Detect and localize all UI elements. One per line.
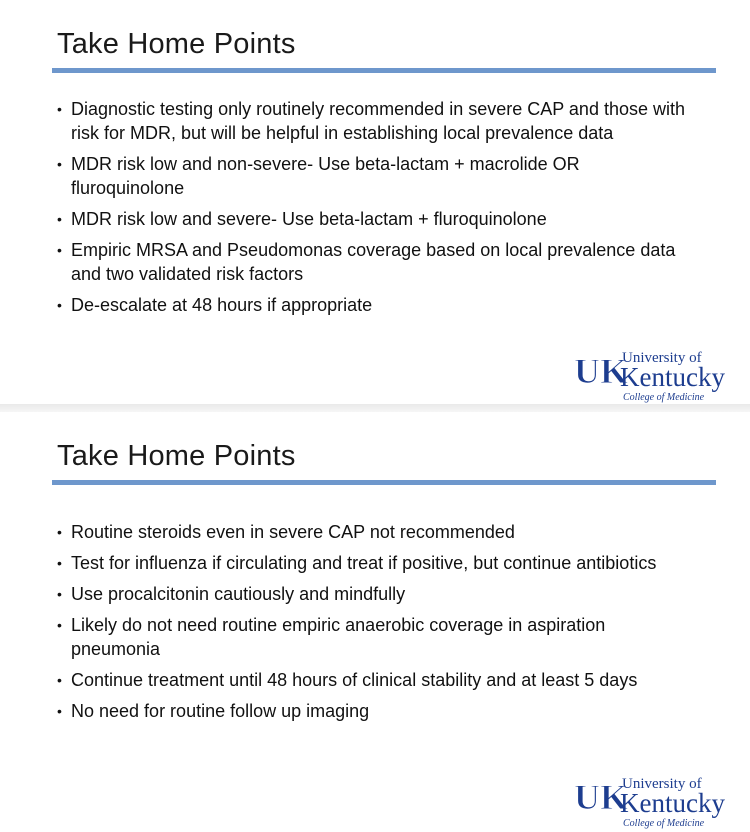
logo-kentucky: Kentucky — [620, 788, 725, 818]
bullet-point — [57, 293, 697, 317]
bullet-point — [57, 582, 697, 606]
bullet-text: Test for influenza if circulating and treat if positive, but continue antibiotics — [71, 553, 657, 573]
bullet-list — [57, 97, 697, 324]
bullet-icon: • — [57, 617, 62, 633]
bullet-icon: • — [57, 242, 62, 258]
bullet-text: Likely do not need routine empiric anaerobic coverage in aspiration pneumonia — [71, 615, 606, 659]
bullet-text: Routine steroids even in severe CAP not recommended — [71, 522, 515, 542]
uk-logo-icon — [574, 777, 628, 817]
bullet-text: No need for routine follow up imaging — [71, 701, 370, 721]
bullet-text: MDR risk low and non-severe- Use beta-lactam + macrolide OR fluroquinolone — [71, 154, 580, 198]
bullet-point — [57, 699, 697, 723]
logo-kentucky: Kentucky — [620, 362, 725, 392]
uk-logo-icon — [574, 351, 628, 391]
university-logo — [574, 776, 744, 832]
bullet-icon: • — [57, 211, 62, 227]
bullet-icon: • — [57, 703, 62, 719]
bullet-point — [57, 238, 697, 286]
bullet-point — [57, 520, 697, 544]
bullet-text: Empiric MRSA and Pseudomonas coverage based on local prevalence data and two validated risk factors — [71, 240, 676, 284]
slide-title: Take Home Points — [57, 28, 296, 60]
slide-1 — [0, 0, 750, 404]
bullet-list — [57, 520, 697, 730]
title-underline — [52, 480, 716, 485]
bullet-icon: • — [57, 156, 62, 172]
logo-university-of: University of — [622, 350, 702, 366]
svg-text:UK: UK — [574, 351, 628, 391]
slide-separator — [0, 404, 750, 412]
bullet-text: Diagnostic testing only routinely recommended in severe CAP and those with risk for MDR, but will be helpful in establishing local prevalence data — [71, 99, 685, 143]
bullet-point — [57, 668, 697, 692]
bullet-point — [57, 207, 697, 231]
bullet-icon: • — [57, 524, 62, 540]
bullet-icon: • — [57, 297, 62, 313]
university-logo — [574, 350, 744, 406]
bullet-point — [57, 613, 697, 661]
logo-university-of: University of — [622, 776, 702, 792]
title-underline — [52, 68, 716, 73]
slide-title: Take Home Points — [57, 440, 296, 472]
bullet-text: MDR risk low and severe- Use beta-lactam + fluroquinolone — [71, 209, 547, 229]
bullet-icon: • — [57, 586, 62, 602]
bullet-text: De-escalate at 48 hours if appropriate — [71, 295, 373, 315]
bullet-text: Use procalcitonin cautiously and mindfully — [71, 584, 406, 604]
bullet-icon: • — [57, 672, 62, 688]
bullet-point — [57, 97, 697, 145]
bullet-icon: • — [57, 101, 62, 117]
logo-college-of-medicine: College of Medicine — [623, 392, 705, 403]
bullet-text: Continue treatment until 48 hours of clinical stability and at least 5 days — [71, 670, 638, 690]
slide-2 — [0, 412, 750, 829]
svg-text:UK: UK — [574, 777, 628, 817]
bullet-icon: • — [57, 555, 62, 571]
logo-college-of-medicine: College of Medicine — [623, 818, 705, 829]
bullet-point — [57, 152, 697, 200]
bullet-point — [57, 551, 697, 575]
